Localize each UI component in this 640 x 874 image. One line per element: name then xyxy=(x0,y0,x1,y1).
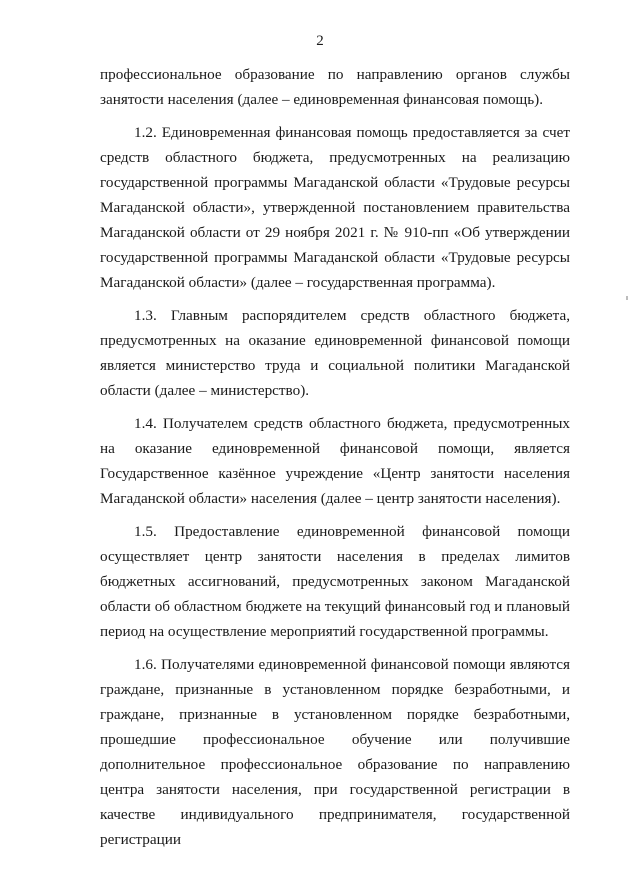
paragraph-continuation: профессиональное образование по направлению органов службы занятости населения (далее – единовременная финансовая помощь). xyxy=(100,66,570,108)
scan-margin-mark xyxy=(626,296,628,300)
paragraph-1-5: 1.5. Предоставление единовременной финансовой помощи осуществляет центр занятости населения в пределах лимитов бюджетных ассигнований, предусмотренных законом Магаданской области об областном бюджете на текущий финансовый год и плановый период на осуществление мероприятий государственной программы. xyxy=(100,523,570,640)
page-number: 2 xyxy=(316,33,324,49)
paragraph-1-2: 1.2. Единовременная финансовая помощь предоставляется за счет средств областного бюджета, предусмотренных на реализацию государственной программы Магаданской области «Трудовые ресурсы Магаданской области», утвержденной постановлением правительства Магаданской области от 29 ноября 2021 г. № 910-пп «Об утверждении государственной программы Магаданской области «Трудовые ресурсы Магаданской области» (далее – государственная программа). xyxy=(100,124,570,291)
document-body xyxy=(100,62,570,860)
paragraph-1-3: 1.3. Главным распорядителем средств областного бюджета, предусмотренных на оказание единовременной финансовой помощи является министерство труда и социальной политики Магаданской области (далее – министерство). xyxy=(100,307,570,399)
paragraph-1-4: 1.4. Получателем средств областного бюджета, предусмотренных на оказание единовременной финансовой помощи, является Государственное казённое учреждение «Центр занятости населения Магаданской области» населения (далее – центр занятости населения). xyxy=(100,415,570,507)
paragraph-1-6: 1.6. Получателями единовременной финансовой помощи являются граждане, признанные в установленном порядке безработными, и граждане, признанные в установленном порядке безработными, прошедшие профессиональное обучение или получившие дополнительное профессиональное образование по направлению центра занятости населения, при государственной регистрации в качестве индивидуального предпринимателя, государственной регистрации xyxy=(100,656,570,848)
